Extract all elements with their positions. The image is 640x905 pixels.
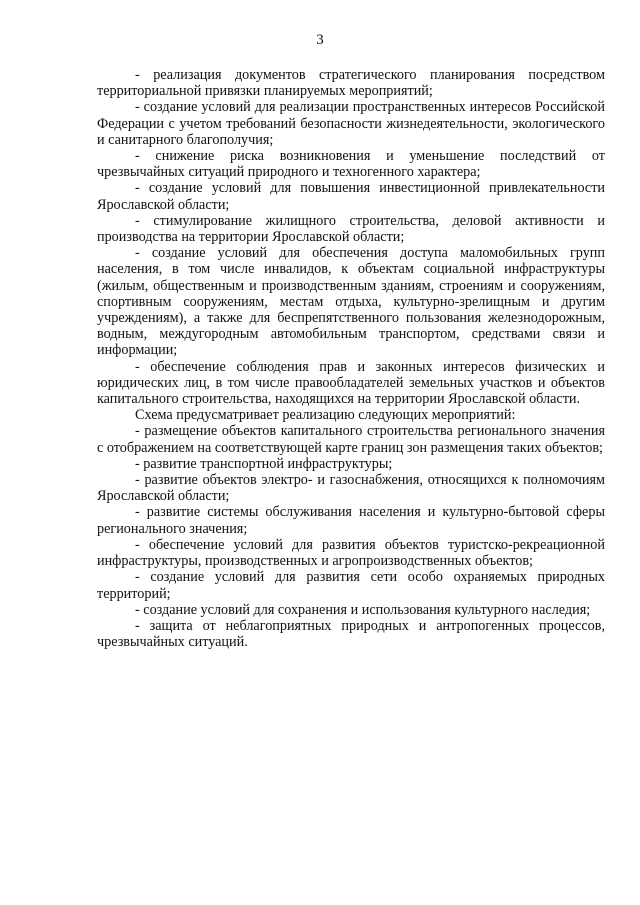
list-item: - снижение риска возникновения и уменьшение последствий от чрезвычайных ситуаций природного и техногенного характера;	[97, 148, 605, 181]
list-item: - создание условий для сохранения и использования культурного наследия;	[135, 601, 591, 618]
list-item: - создание условий для развития сети особо охраняемых природных территорий;	[97, 569, 605, 602]
list-item: - защита от неблагоприятных природных и антропогенных процессов, чрезвычайных ситуаций.	[97, 617, 605, 651]
list-item: - размещение объектов капитального строительства регионального значения с отображением на соответствующей карте границ зон размещения таких объектов;	[97, 423, 605, 456]
list-item: - обеспечение условий для развития объектов туристско-рекреационной инфраструктуры, производственных и агропроизводственных объектов;	[97, 536, 605, 570]
list-item: - создание условий для обеспечения доступа маломобильных групп населения, в том числе инвалидов, к объектам социальной инфраструктуры (жилым, общественным и производственным зданиям, строениям и сооружениям, спортивным сооружениям, местам отдыха, культурно-зрелищным и другим учреждениям), а также для беспрепятственного пользования железнодорожным, водным, междугородным автомобильным транспортом, средствами связи и информации;	[97, 245, 605, 359]
section-intro: Схема предусматривает реализацию следующих мероприятий:	[135, 407, 516, 424]
list-item: - развитие системы обслуживания населения и культурно-бытовой сферы регионального значения;	[97, 504, 605, 537]
list-item: - развитие транспортной инфраструктуры;	[135, 455, 393, 472]
document-body	[97, 67, 605, 650]
list-item: - создание условий для повышения инвестиционной привлекательности Ярославской области;	[97, 180, 605, 213]
list-item: - обеспечение соблюдения прав и законных интересов физических и юридических лиц, в том числе правообладателей земельных участков и объектов капитального строительства, находящихся на территории Ярославской области.	[97, 358, 605, 408]
list-item: - развитие объектов электро- и газоснабжения, относящихся к полномочиям Ярославской области;	[97, 472, 605, 505]
list-item: - стимулирование жилищного строительства, деловой активности и производства на территории Ярославской области;	[97, 212, 605, 246]
page-number: 3	[316, 32, 324, 48]
list-item: - создание условий для реализации пространственных интересов Российской Федерации с учетом требований безопасности жизнедеятельности, экологического и санитарного благополучия;	[97, 99, 605, 148]
list-item: - реализация документов стратегического планирования посредством территориальной привязки планируемых мероприятий;	[97, 67, 605, 100]
